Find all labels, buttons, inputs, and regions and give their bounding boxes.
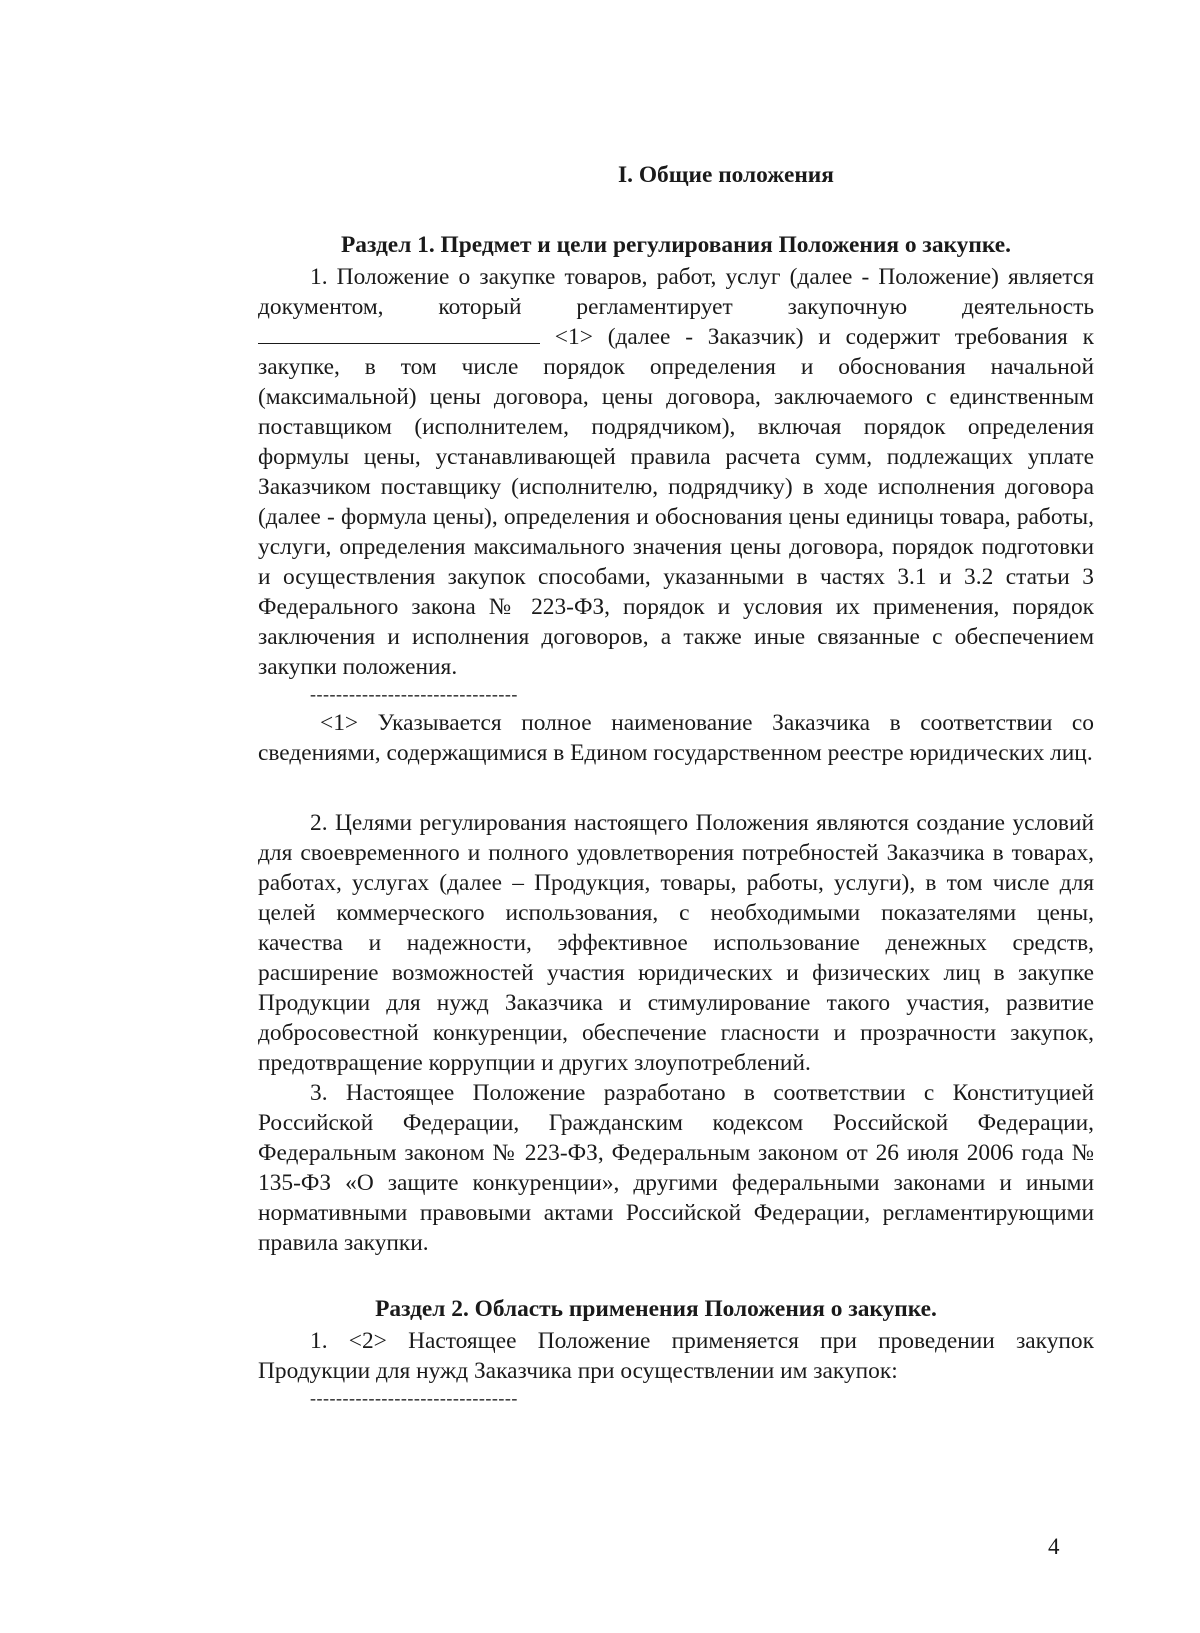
footnote-1: <1> Указывается полное наименование Заказчика в соответствии со сведениями, содержащимися в Едином государственном реестре юридических лиц. — [258, 710, 1094, 766]
footnote-separator: -------------------------------- — [310, 684, 518, 704]
section-1-paragraph-1 — [258, 262, 1094, 682]
customer-name-blank — [258, 323, 540, 344]
section-2-paragraph-1: 1. <2> Настоящее Положение применяется при проведении закупок Продукции для нужд Заказчика при осуществлении им закупок: — [258, 1328, 1094, 1384]
footnote-separator-2: -------------------------------- — [310, 1388, 518, 1408]
section-2-title: Раздел 2. Область применения Положения о закупке. — [375, 1296, 937, 1322]
page-number: 4 — [1048, 1534, 1060, 1559]
page-content — [258, 160, 1094, 1412]
section-1-paragraph-2: 2. Целями регулирования настоящего Положения являются создание условий для своевременного и полного удовлетворения потребностей Заказчика в товарах, работах, услугах (далее – Продукция, товары, работы, услуги), в том числе для целей коммерческого использования, с необходимыми показателями цены, качества и надежности, эффективное использование денежных средств, расширение возможностей участия юридических и физических лиц в закупке Продукции для нужд Заказчика и стимулирование такого участия, развитие добросовестной конкуренции, обеспечение гласности и прозрачности закупок, предотвращение коррупции и других злоупотреблений. — [258, 810, 1094, 1076]
chapter-title: I. Общие положения — [618, 162, 834, 188]
section-1-paragraph-3: 3. Настоящее Положение разработано в соответствии с Конституцией Российской Федерации, Гражданским кодексом Российской Федерации, Федеральным законом № 223-ФЗ, Федеральным законом от 26 июля 2006 года № 135-ФЗ «О защите конкуренции», другими федеральными законами и иными нормативными правовыми актами Российской Федерации, регламентирующими правила закупки. — [258, 1080, 1094, 1256]
section-1-title: Раздел 1. Предмет и цели регулирования Положения о закупке. — [341, 232, 1011, 258]
paragraph-1-rest: <1> (далее - Заказчик) и содержит требования к закупке, в том числе порядок определения и обоснования начальной (максимальной) цены договора, цены договора, заключаемого с единственным поставщиком (исполнителем, подрядчиком), включая порядок определения формулы цены, устанавливающей правила расчета сумм, подлежащих уплате Заказчиком поставщику (исполнителю, подрядчику) в ходе исполнения договора (далее - формула цены), определения и обоснования цены единицы товара, работы, услуги, определения максимального значения цены договора, порядок подготовки и осуществления закупок способами, указанными в частях 3.1 и 3.2 статьи 3 Федерального закона № 223-ФЗ, порядок и условия их применения, порядок заключения и исполнения договоров, а также иные связанные с обеспечением закупки положения. — [258, 324, 1094, 680]
paragraph-1-start: 1. Положение о закупке товаров, работ, услуг (далее - Положение) является документом, который регламентирует закупочную деятельность — [258, 264, 1094, 320]
